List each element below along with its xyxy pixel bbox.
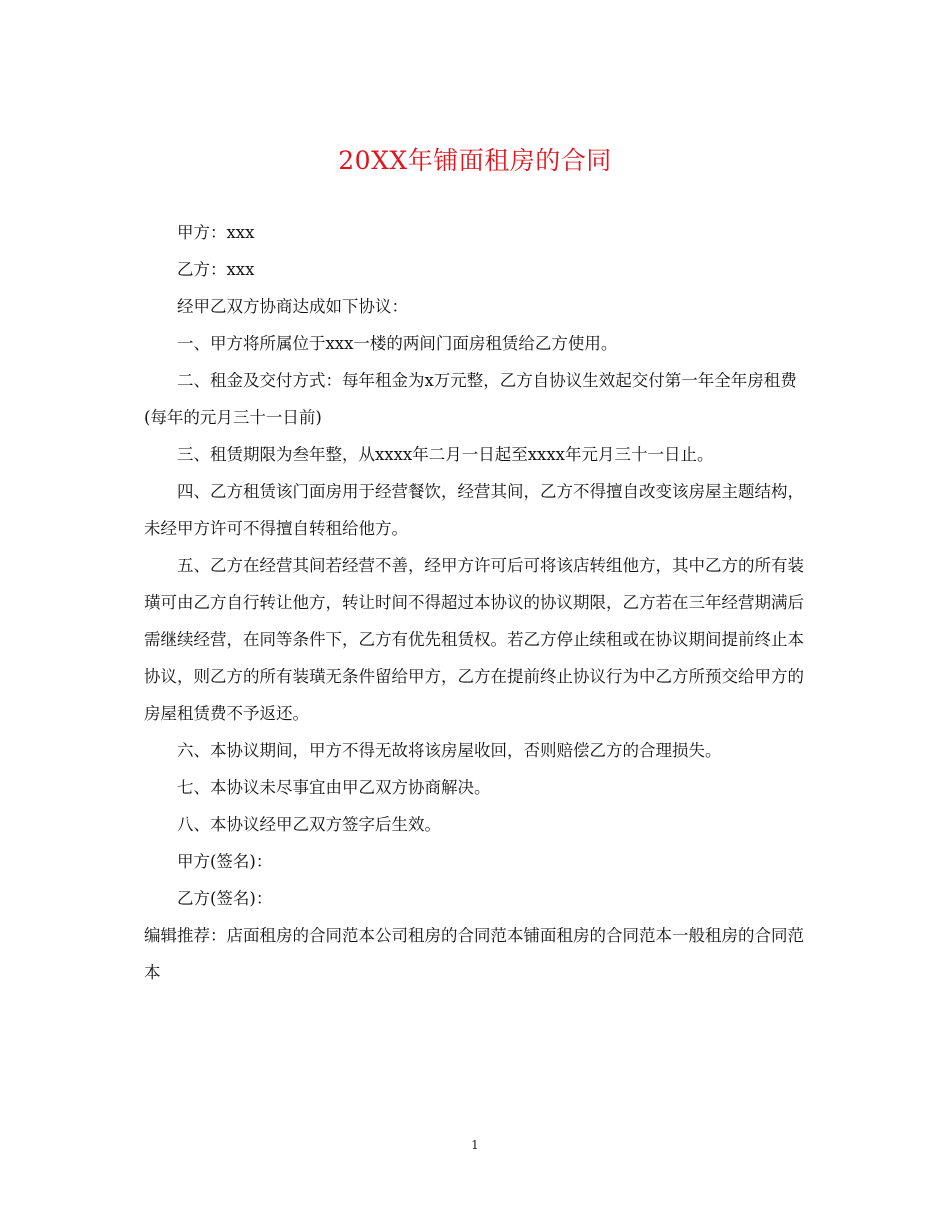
clause-3: 三、租赁期限为叁年整，从xxxx年二月一日起至xxxx年元月三十一日止。 bbox=[177, 445, 714, 464]
clause-5: 五、乙方在经营其间若经营不善，经甲方许可后可将该店转组他方，其中乙方的所有装璜可由乙方自行转让他方，转让时间不得超过本协议的协议期限，乙方若在三年经营期满后需继续经营，在同等条件下，乙方有优先租赁权。若乙方停止续租或在协议期间提前终止本协议，则乙方的所有装璜无条件留给甲方，乙方在提前终止协议行为中乙方所预交给甲方的房屋租赁费不予返还。 bbox=[144, 556, 804, 723]
party-b-signature-line: 乙方(签名)： bbox=[177, 889, 273, 908]
party-a-signature-line: 甲方(签名)： bbox=[177, 852, 273, 871]
clause-2: 二、租金及交付方式：每年租金为x万元整，乙方自协议生效起交付第一年全年房租费(每年的元月三十一日前) bbox=[144, 371, 797, 427]
page-number: 1 bbox=[471, 1138, 479, 1152]
document-title: 20XX年铺面租房的合同 bbox=[338, 146, 612, 175]
clause-7: 七、本协议未尽事宜由甲乙双方协商解决。 bbox=[177, 778, 491, 797]
clause-6: 六、本协议期间，甲方不得无故将该房屋收回，否则赔偿乙方的合理损失。 bbox=[177, 741, 722, 760]
clause-4: 四、乙方租赁该门面房用于经营餐饮，经营其间，乙方不得擅自改变该房屋主题结构，未经甲方许可不得擅自转租给他方。 bbox=[144, 482, 804, 538]
clause-8: 八、本协议经甲乙双方签字后生效。 bbox=[177, 815, 441, 834]
document-body bbox=[144, 214, 814, 991]
party-b-line: 乙方：xxx bbox=[177, 260, 255, 279]
editor-recommendation: 编辑推荐：店面租房的合同范本公司租房的合同范本铺面租房的合同范本一般租房的合同范本 bbox=[144, 926, 804, 982]
party-a-line: 甲方：xxx bbox=[177, 223, 255, 242]
clause-1: 一、甲方将所属位于xxx一楼的两间门面房租赁给乙方使用。 bbox=[177, 334, 618, 353]
agreement-intro: 经甲乙双方协商达成如下协议： bbox=[177, 297, 408, 316]
